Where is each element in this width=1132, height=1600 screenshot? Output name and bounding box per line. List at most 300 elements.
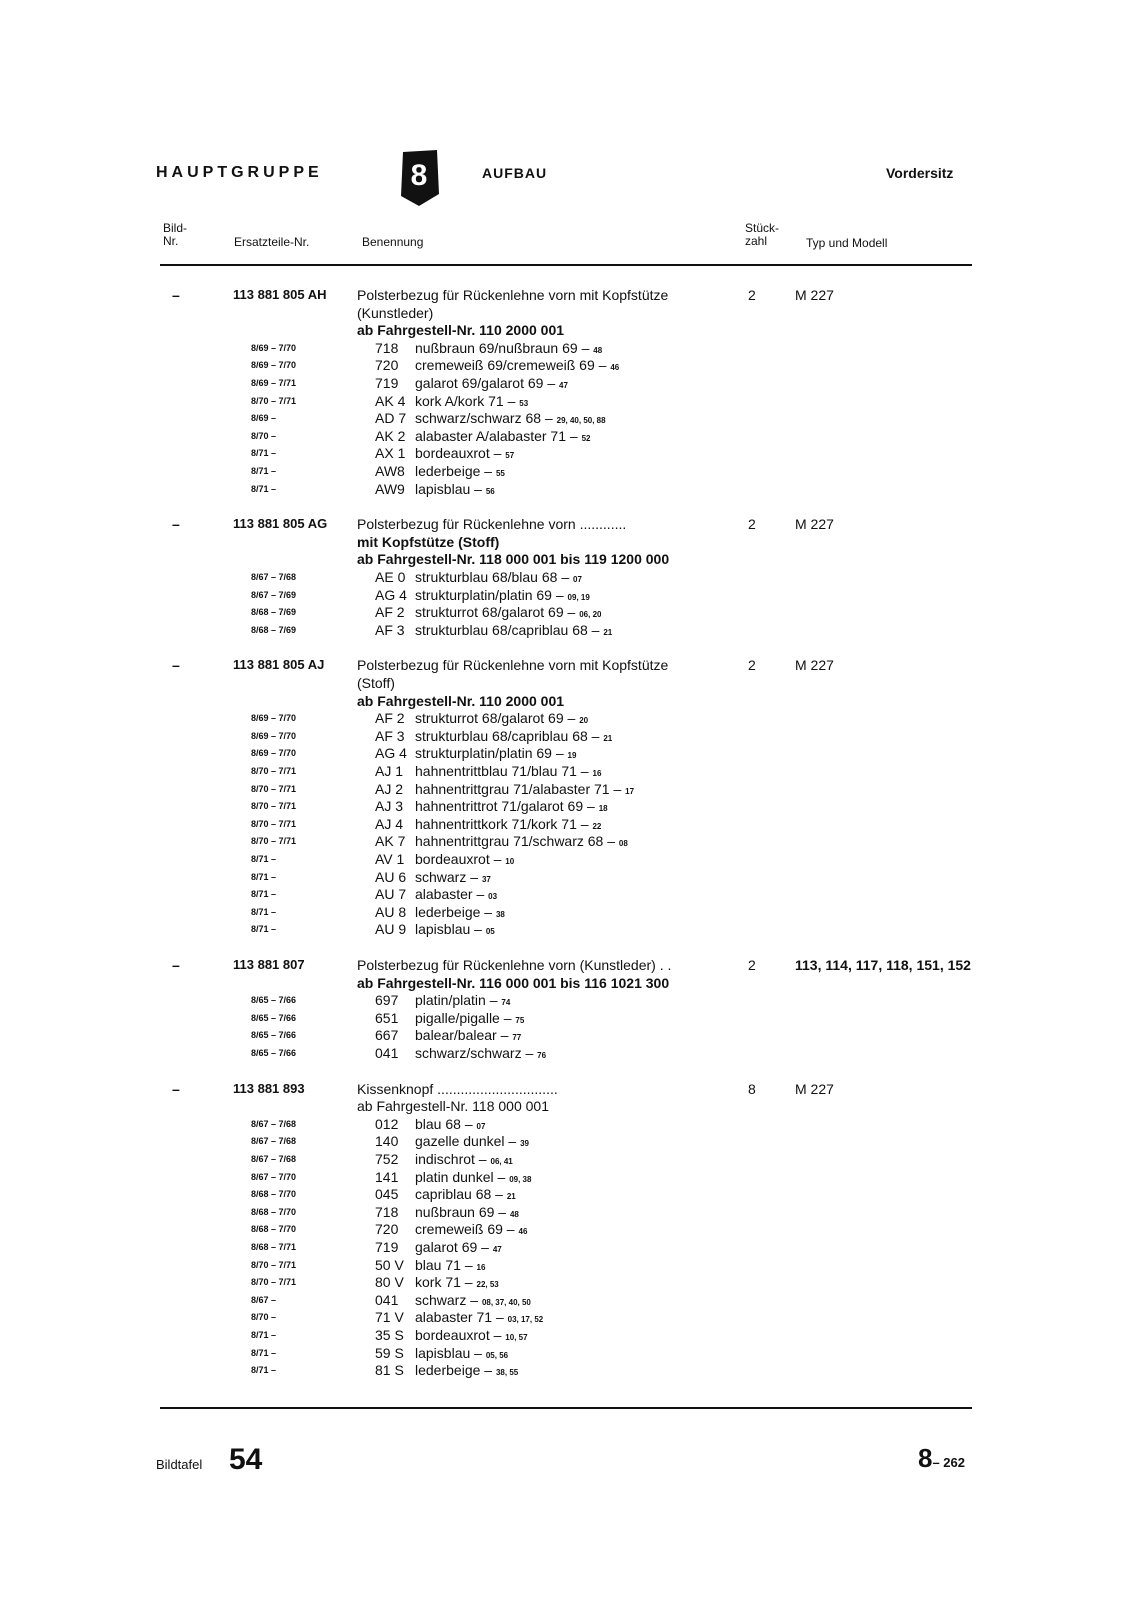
variant-row (0, 1116, 1132, 1134)
color-code: AG 4 (375, 745, 407, 762)
quantity: 8 (748, 1080, 756, 1097)
variant-row (0, 1169, 1132, 1187)
color-name: nußbraun 69 (415, 1203, 495, 1220)
validity-date: 8/67 – 7/68 (251, 1118, 297, 1129)
color-name: strukturblau 68/capriblau 68 (415, 621, 588, 638)
color-name: indischrot (415, 1151, 475, 1167)
col-ersatzteile-nr: Ersatzteile-Nr. (234, 235, 310, 249)
variant-row (0, 393, 1132, 411)
color-code: AF 3 (375, 621, 405, 638)
color-code: 50 V (375, 1256, 404, 1273)
color-name: hahnentrittgrau 71/alabaster 71 (415, 780, 610, 797)
variant-name: lapisblau – 05, 56 (415, 1344, 509, 1361)
variant-row (0, 1045, 1132, 1063)
part-number: 113 881 807 (233, 957, 305, 972)
color-name: strukturrot 68/galarot 69 (415, 604, 564, 621)
description-text: ab Fahrgestell-Nr. 110 2000 001 (357, 692, 565, 709)
variant-name: blau 71 – 16 (415, 1256, 486, 1273)
description-text: ab Fahrgestell-Nr. 118 000 001 (357, 1098, 549, 1115)
color-name: alabaster (415, 886, 473, 903)
bild-nr: – (172, 957, 180, 973)
color-code: AF 2 (375, 604, 405, 621)
color-name: hahnentrittkork 71/kork 71 (415, 815, 577, 832)
color-code: 141 (375, 1168, 399, 1185)
variant-name: schwarz – 37 (415, 868, 491, 885)
variant-name: indischrot – 06, 41 (415, 1151, 513, 1167)
variant-row (0, 921, 1132, 939)
color-code: 140 (375, 1133, 399, 1150)
validity-date: 8/71 – (251, 889, 277, 900)
quantity: 2 (748, 957, 756, 973)
quantity: 2 (748, 516, 756, 533)
color-code: 80 V (375, 1274, 404, 1291)
description-line (0, 322, 1132, 340)
combination-code: 48 (593, 345, 603, 355)
part-number: 113 881 805 AG (233, 516, 328, 532)
color-name: strukturrot 68/galarot 69 (415, 710, 564, 727)
combination-code: 48 (509, 1209, 519, 1219)
color-name: bordeauxrot (415, 1327, 490, 1343)
variant-name: bordeauxrot – 57 (415, 445, 515, 462)
validity-date: 8/67 – 7/68 (251, 1136, 297, 1147)
variant-name: lapisblau – 05 (415, 921, 495, 938)
color-name: galarot 69 (415, 1239, 478, 1255)
variant-row (0, 375, 1132, 393)
combination-code: 39 (520, 1139, 529, 1149)
col-typ-modell: Typ und Modell (806, 236, 888, 250)
col-bild-nr: Bild- Nr. (163, 221, 188, 248)
variant-name: capriblau 68 – 21 (415, 1186, 516, 1203)
combination-code: 21 (603, 627, 613, 637)
color-name: cremeweiß 69/cremeweiß 69 (415, 357, 595, 374)
color-name: pigalle/pigalle (415, 1009, 500, 1026)
color-code: AG 4 (375, 586, 407, 603)
validity-date: 8/71 – (251, 448, 277, 459)
color-code: AX 1 (375, 445, 406, 462)
combination-code: 21 (603, 733, 613, 743)
color-code: 35 S (375, 1327, 404, 1343)
combination-code: 18 (598, 804, 608, 814)
color-name: lapisblau (415, 480, 471, 497)
part-number: 113 881 805 AH (233, 287, 327, 302)
bild-nr: – (172, 657, 180, 674)
color-name: lederbeige (415, 903, 481, 920)
variant-row (0, 816, 1132, 834)
validity-date: 8/70 – (251, 1312, 277, 1323)
color-code: 81 S (375, 1362, 404, 1379)
col-benennung: Benennung (362, 235, 424, 249)
color-code: AU 7 (375, 886, 407, 903)
model: M 227 (795, 1080, 834, 1097)
color-name: strukturblau 68/capriblau 68 (415, 727, 588, 744)
variant-name: lapisblau – 56 (415, 480, 495, 497)
variant-row (0, 1151, 1132, 1169)
combination-code: 52 (581, 433, 591, 443)
variant-row (0, 1221, 1132, 1239)
variant-row (0, 833, 1132, 851)
group-number-badge (397, 148, 441, 206)
validity-date: 8/65 – 7/66 (251, 1048, 297, 1058)
combination-code: 38, 55 (495, 1368, 519, 1378)
variant-name: hahnentrittrot 71/galarot 69 – 18 (415, 798, 608, 815)
combination-code: 47 (559, 381, 568, 390)
combination-code: 09, 38 (509, 1174, 532, 1184)
color-name: bordeauxrot (415, 851, 490, 867)
quantity: 2 (748, 287, 756, 303)
combination-code: 07 (573, 575, 582, 584)
validity-date: 8/71 – (251, 466, 277, 476)
combination-code: 06, 20 (579, 610, 602, 620)
variant-name: lederbeige – 55 (415, 463, 505, 479)
variant-name: platin dunkel – 09, 38 (415, 1168, 532, 1185)
variant-row (0, 745, 1132, 763)
color-name: capriblau 68 (415, 1186, 492, 1203)
variant-name: kork A/kork 71 – 53 (415, 392, 529, 409)
combination-code: 22, 53 (476, 1280, 499, 1290)
validity-date: 8/69 – 7/70 (251, 713, 297, 724)
validity-date: 8/69 – 7/70 (251, 360, 297, 371)
color-name: strukturblau 68/blau 68 (415, 569, 558, 585)
variant-name: alabaster – 03 (415, 886, 498, 903)
variant-name: gazelle dunkel – 39 (415, 1133, 529, 1150)
variant-name: nußbraun 69/nußbraun 69 – 48 (415, 339, 603, 356)
color-code: 667 (375, 1027, 399, 1044)
variant-row (0, 781, 1132, 799)
part-row (0, 1081, 1132, 1099)
variant-name: schwarz – 08, 37, 40, 50 (415, 1291, 531, 1308)
validity-date: 8/70 – 7/71 (251, 783, 297, 794)
col-stueckzahl: Stück- zahl (745, 221, 780, 248)
variant-row (0, 1362, 1132, 1380)
combination-code: 46 (518, 1227, 528, 1237)
combination-code: 03 (488, 892, 498, 902)
description-line (0, 551, 1132, 569)
combination-code: 17 (625, 786, 635, 796)
variant-name: galarot 69/galarot 69 – 47 (415, 375, 568, 391)
validity-date: 8/71 – (251, 924, 277, 935)
combination-code: 07 (476, 1121, 486, 1131)
validity-date: 8/69 – (251, 413, 277, 424)
color-code: AJ 3 (375, 798, 404, 815)
color-code: AK 2 (375, 427, 406, 444)
variant-row (0, 340, 1132, 358)
combination-code: 10 (505, 857, 515, 866)
part-description: Polsterbezug für Rückenlehne vorn mit Kopfstütze (357, 287, 669, 303)
combination-code: 56 (485, 486, 495, 496)
validity-date: 8/68 – 7/70 (251, 1224, 297, 1235)
part-description: Polsterbezug für Rückenlehne vorn mit Kopfstütze (357, 657, 669, 674)
validity-date: 8/71 – (251, 871, 277, 882)
combination-code: 57 (505, 451, 515, 461)
variant-name: galarot 69 – 47 (415, 1239, 502, 1255)
variant-row (0, 622, 1132, 640)
combination-code: 20 (579, 716, 589, 726)
variant-name: strukturblau 68/blau 68 – 07 (415, 569, 582, 585)
combination-code: 06, 41 (490, 1157, 513, 1166)
color-code: AK 7 (375, 833, 406, 850)
color-code: 041 (375, 1291, 399, 1308)
combination-code: 22 (592, 821, 602, 831)
variant-row (0, 1133, 1132, 1151)
color-code: 59 S (375, 1344, 404, 1361)
combination-code: 21 (506, 1192, 516, 1202)
plate-label: Bildtafel (156, 1457, 203, 1472)
color-code: AW8 (375, 463, 405, 479)
part-row (0, 957, 1132, 975)
part-description: Polsterbezug für Rückenlehne vorn ............ (357, 516, 627, 533)
color-code: AJ 1 (375, 763, 404, 779)
variant-name: strukturblau 68/capriblau 68 – 21 (415, 621, 613, 638)
validity-date: 8/67 – 7/68 (251, 1154, 297, 1164)
variant-name: kork 71 – 22, 53 (415, 1274, 499, 1291)
color-code: 651 (375, 1009, 399, 1026)
combination-code: 46 (610, 363, 620, 373)
description-text: ab Fahrgestell-Nr. 118 000 001 bis 119 1200 000 (357, 551, 670, 568)
color-code: AF 3 (375, 727, 405, 744)
validity-date: 8/71 – (251, 906, 277, 917)
color-code: 041 (375, 1045, 399, 1061)
variant-name: strukturrot 68/galarot 69 – 06, 20 (415, 604, 602, 621)
color-code: AU 8 (375, 903, 407, 920)
validity-date: 8/70 – (251, 430, 277, 441)
variant-row (0, 410, 1132, 428)
variant-name: strukturplatin/platin 69 – 09, 19 (415, 586, 590, 603)
color-code: 697 (375, 992, 399, 1009)
color-name: lapisblau (415, 1344, 471, 1361)
validity-date: 8/67 – (251, 1294, 277, 1305)
color-code: 718 (375, 1203, 399, 1220)
color-name: hahnentrittblau 71/blau 71 (415, 763, 577, 779)
validity-date: 8/71 – (251, 483, 277, 494)
combination-code: 05, 56 (485, 1350, 509, 1360)
model: 113, 114, 117, 118, 151, 152 (795, 957, 971, 973)
validity-date: 8/68 – 7/69 (251, 624, 297, 635)
model: M 227 (795, 287, 834, 303)
color-name: schwarz (415, 1291, 467, 1308)
color-code: AK 4 (375, 392, 406, 409)
part-number: 113 881 805 AJ (233, 657, 325, 673)
color-code: 719 (375, 1239, 399, 1255)
color-code: AF 2 (375, 710, 405, 727)
color-name: bordeauxrot (415, 445, 490, 462)
footer-rule (160, 1407, 972, 1409)
variant-name: hahnentrittgrau 71/alabaster 71 – 17 (415, 780, 635, 797)
variant-name: hahnentrittgrau 71/schwarz 68 – 08 (415, 833, 628, 850)
color-name: schwarz/schwarz 68 (415, 410, 542, 427)
description-text: mit Kopfstütze (Stoff) (357, 533, 500, 550)
combination-code: 47 (492, 1245, 502, 1254)
validity-date: 8/71 – (251, 1330, 277, 1340)
validity-date: 8/70 – 7/71 (251, 766, 297, 776)
quantity: 2 (748, 657, 756, 674)
variant-name: strukturplatin/platin 69 – 19 (415, 745, 577, 762)
combination-code: 16 (592, 769, 602, 778)
combination-code: 05 (485, 927, 495, 937)
validity-date: 8/67 – 7/70 (251, 1171, 297, 1182)
validity-date: 8/70 – 7/71 (251, 395, 297, 406)
variant-row (0, 587, 1132, 605)
part-row (0, 657, 1132, 675)
color-code: AJ 4 (375, 815, 404, 832)
combination-code: 29, 40, 50, 88 (556, 416, 606, 426)
color-name: galarot 69/galarot 69 (415, 375, 544, 391)
page-number: 8– 262 (918, 1443, 966, 1473)
combination-code: 75 (515, 1015, 525, 1025)
variant-row (0, 728, 1132, 746)
bild-nr: – (172, 287, 180, 303)
color-name: blau 71 (415, 1256, 461, 1273)
variant-row (0, 798, 1132, 816)
color-name: platin/platin (415, 992, 486, 1009)
variant-name: pigalle/pigalle – 75 (415, 1009, 525, 1026)
color-name: alabaster A/alabaster 71 (415, 427, 566, 444)
color-name: blau 68 (415, 1115, 461, 1132)
validity-date: 8/68 – 7/70 (251, 1206, 297, 1217)
variant-row (0, 569, 1132, 587)
combination-code: 09, 19 (567, 592, 590, 602)
color-code: 718 (375, 339, 399, 356)
combination-code: 08 (618, 839, 628, 849)
variant-row (0, 445, 1132, 463)
group-number: 8 (410, 159, 428, 192)
variant-row (0, 763, 1132, 781)
color-code: AV 1 (375, 851, 405, 867)
color-code: AU 6 (375, 868, 407, 885)
part-row (0, 516, 1132, 534)
description-line (0, 534, 1132, 552)
validity-date: 8/70 – 7/71 (251, 1259, 297, 1270)
combination-code: 77 (512, 1033, 522, 1043)
color-code: 752 (375, 1151, 399, 1167)
variant-name: cremeweiß 69/cremeweiß 69 – 46 (415, 357, 620, 374)
group-label: HAUPTGRUPPE (156, 164, 323, 181)
part-description: Kissenknopf ............................... (357, 1080, 558, 1097)
color-name: alabaster 71 (415, 1309, 493, 1326)
validity-date: 8/68 – 7/70 (251, 1189, 297, 1200)
subject-title: Vordersitz (886, 165, 954, 181)
color-code: 719 (375, 375, 399, 391)
variant-name: bordeauxrot – 10, 57 (415, 1327, 528, 1343)
color-code: AE 0 (375, 569, 406, 585)
color-code: 720 (375, 357, 399, 374)
combination-code: 03, 17, 52 (507, 1315, 544, 1325)
description-line (0, 1098, 1132, 1116)
variant-row (0, 428, 1132, 446)
bild-nr: – (172, 516, 180, 533)
variant-row (0, 886, 1132, 904)
validity-date: 8/69 – 7/70 (251, 730, 297, 741)
combination-code: 76 (537, 1051, 547, 1060)
variant-name: schwarz/schwarz 68 – 29, 40, 50, 88 (415, 410, 606, 427)
variant-row (0, 1010, 1132, 1028)
variant-row (0, 1186, 1132, 1204)
variant-row (0, 357, 1132, 375)
combination-code: 53 (519, 398, 529, 408)
description-text: ab Fahrgestell-Nr. 110 2000 001 (357, 322, 565, 339)
part-number: 113 881 893 (233, 1080, 305, 1096)
validity-date: 8/69 – 7/71 (251, 378, 297, 388)
color-code: AD 7 (375, 410, 407, 427)
color-name: balear/balear (415, 1027, 497, 1044)
description-line (0, 693, 1132, 711)
header-rule (160, 264, 972, 266)
validity-date: 8/70 – 7/71 (251, 818, 297, 829)
color-name: lederbeige (415, 463, 481, 479)
variant-name: cremeweiß 69 – 46 (415, 1221, 528, 1238)
color-code: 012 (375, 1115, 399, 1132)
validity-date: 8/70 – 7/71 (251, 801, 297, 812)
combination-code: 19 (567, 751, 577, 761)
color-name: lederbeige (415, 1362, 481, 1379)
color-name: kork A/kork 71 (415, 392, 504, 409)
validity-date: 8/67 – 7/68 (251, 572, 297, 582)
variant-name: balear/balear – 77 (415, 1027, 522, 1044)
variant-row (0, 1274, 1132, 1292)
variant-name: alabaster 71 – 03, 17, 52 (415, 1309, 544, 1326)
validity-date: 8/68 – 7/71 (251, 1242, 297, 1252)
color-name: platin dunkel (415, 1168, 494, 1185)
variant-name: strukturblau 68/capriblau 68 – 21 (415, 727, 613, 744)
plate-number: 54 (229, 1443, 263, 1476)
validity-date: 8/68 – 7/69 (251, 607, 297, 618)
color-code: 71 V (375, 1309, 404, 1326)
variant-row (0, 1327, 1132, 1345)
validity-date: 8/69 – 7/70 (251, 748, 297, 759)
variant-row (0, 904, 1132, 922)
variant-name: platin/platin – 74 (415, 992, 511, 1009)
validity-date: 8/71 – (251, 1347, 277, 1358)
variant-row (0, 1292, 1132, 1310)
description-line (0, 975, 1132, 993)
description-text: ab Fahrgestell-Nr. 116 000 001 bis 116 1021 300 (357, 974, 670, 991)
validity-date: 8/70 – 7/71 (251, 836, 297, 847)
color-name: cremeweiß 69 (415, 1221, 503, 1238)
color-code: 045 (375, 1186, 399, 1203)
variant-row (0, 851, 1132, 869)
description-text: (Stoff) (357, 675, 395, 691)
combination-code: 10, 57 (505, 1333, 528, 1342)
variant-name: lederbeige – 38, 55 (415, 1362, 519, 1379)
part-row (0, 287, 1132, 305)
variant-name: hahnentrittkork 71/kork 71 – 22 (415, 815, 602, 832)
part-description: Polsterbezug für Rückenlehne vorn (Kunstleder) . . (357, 957, 672, 973)
color-name: strukturplatin/platin 69 (415, 586, 552, 603)
variant-row (0, 1204, 1132, 1222)
variant-row (0, 604, 1132, 622)
variant-name: alabaster A/alabaster 71 – 52 (415, 427, 591, 444)
variant-row (0, 992, 1132, 1010)
variant-row (0, 1309, 1132, 1327)
color-code: AJ 2 (375, 780, 404, 797)
color-name: lapisblau (415, 921, 471, 938)
variant-name: schwarz/schwarz – 76 (415, 1045, 547, 1061)
description-line (0, 675, 1132, 693)
validity-date: 8/71 – (251, 1365, 277, 1376)
color-name: strukturplatin/platin 69 (415, 745, 552, 762)
description-line (0, 305, 1132, 323)
validity-date: 8/69 – 7/70 (251, 342, 297, 353)
section-title: AUFBAU (482, 165, 548, 181)
variant-row (0, 710, 1132, 728)
description-text: (Kunstleder) (357, 304, 434, 321)
color-name: schwarz/schwarz (415, 1045, 522, 1061)
color-code: 720 (375, 1221, 399, 1238)
combination-code: 16 (476, 1262, 486, 1272)
color-name: gazelle dunkel (415, 1133, 505, 1150)
color-name: nußbraun 69/nußbraun 69 (415, 339, 578, 356)
bild-nr: – (172, 1080, 180, 1097)
validity-date: 8/65 – 7/66 (251, 995, 297, 1006)
